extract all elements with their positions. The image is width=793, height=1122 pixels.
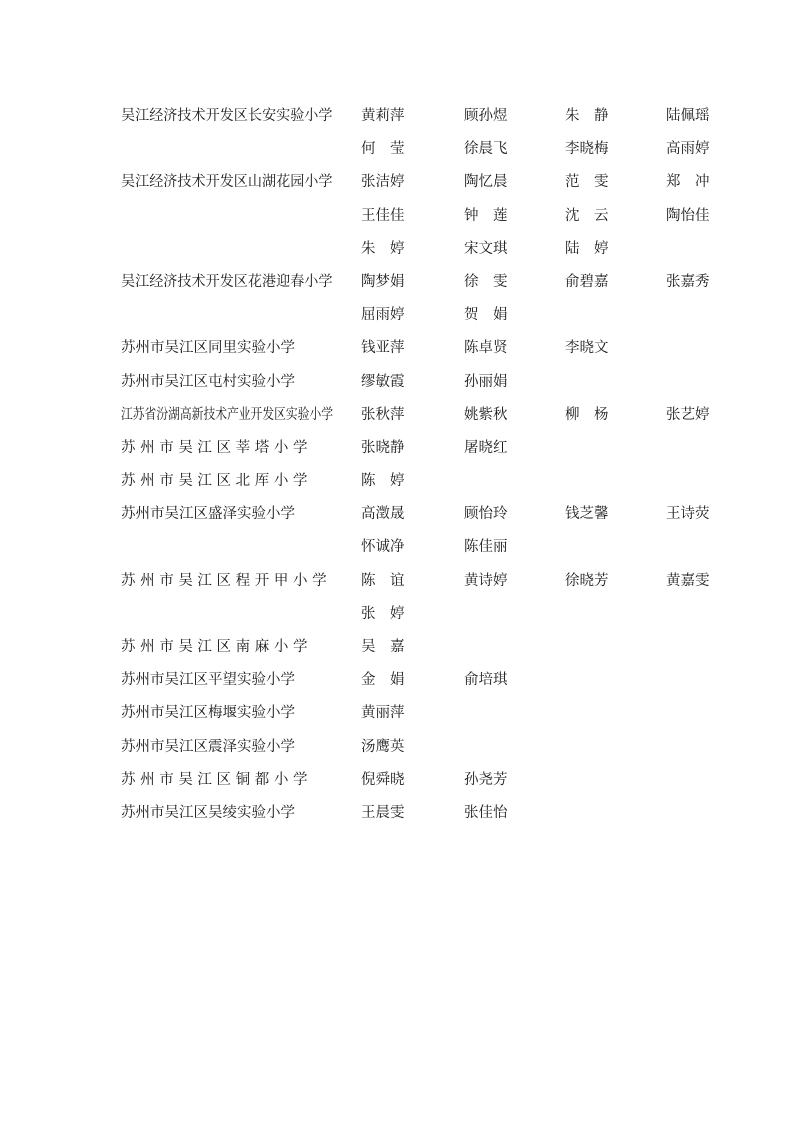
teacher-name: 陈卓贤: [464, 340, 508, 357]
teacher-name: 张晓静: [361, 439, 405, 456]
teacher-name: 高澂晟: [361, 506, 405, 523]
teacher-name: 陶怡佳: [666, 207, 710, 224]
teacher-name: 顾怡玲: [464, 506, 508, 523]
teacher-name: 沈 云: [565, 207, 609, 224]
teacher-name: 怀诚净: [361, 539, 405, 556]
teacher-name: 柳 杨: [565, 406, 609, 423]
list-row: [0, 498, 793, 531]
school-name: 苏州市吴江区平望实验小学: [121, 672, 295, 689]
teacher-name: 孙尧芳: [464, 771, 508, 788]
school-name: 吴江经济技术开发区长安实验小学: [121, 108, 333, 124]
list-row: [0, 366, 793, 399]
teacher-name: 汤鹰英: [361, 738, 405, 755]
teacher-name: 陈 婷: [361, 473, 405, 490]
teacher-name: 张秋萍: [361, 406, 405, 423]
school-name: 苏州市吴江区屯村实验小学: [121, 373, 295, 390]
teacher-name: 吴 嘉: [361, 639, 405, 655]
list-row: [0, 266, 793, 299]
teacher-name: 俞培琪: [464, 672, 508, 689]
school-name: 苏州市吴江区盛泽实验小学: [121, 506, 295, 523]
teacher-name: 黄丽萍: [361, 705, 405, 722]
school-name: 苏州市吴江区吴绫实验小学: [121, 804, 295, 821]
list-row: [0, 598, 793, 631]
list-row: [0, 432, 793, 465]
teacher-name: 徐晨飞: [464, 141, 508, 158]
school-name: 苏州市吴江区梅堰实验小学: [121, 705, 295, 722]
school-name: 苏 州 市 吴 江 区 程 开 甲 小 学: [121, 572, 327, 589]
teacher-name: 张洁婷: [361, 174, 405, 191]
list-row: [0, 233, 793, 266]
list-row: [0, 664, 793, 697]
list-row: [0, 565, 793, 598]
teacher-name: 朱 婷: [361, 240, 405, 257]
list-row: [0, 797, 793, 830]
teacher-name: 徐 雯: [464, 273, 508, 290]
teacher-name: 孙丽娟: [464, 373, 508, 390]
list-row: [0, 465, 793, 498]
teacher-name: 王佳佳: [361, 207, 405, 224]
teacher-name: 张佳怡: [464, 804, 508, 821]
teacher-name: 俞碧嘉: [565, 273, 609, 290]
teacher-name: 陶梦娟: [361, 273, 405, 290]
teacher-name: 倪舜晓: [361, 771, 405, 788]
teacher-name: 朱 静: [565, 108, 609, 124]
school-teacher-list: [0, 100, 793, 830]
teacher-name: 钟 莲: [464, 207, 508, 224]
list-row: [0, 697, 793, 730]
teacher-name: 郑 冲: [666, 174, 710, 191]
teacher-name: 王诗荧: [666, 506, 710, 523]
teacher-name: 钱亚萍: [361, 340, 405, 357]
list-row: [0, 332, 793, 365]
list-row: [0, 133, 793, 166]
list-row: [0, 399, 793, 432]
school-name: 苏 州 市 吴 江 区 北 厍 小 学: [121, 473, 308, 490]
list-row: [0, 299, 793, 332]
list-row: [0, 200, 793, 233]
teacher-name: 屠晓红: [464, 439, 508, 456]
teacher-name: 张 婷: [361, 605, 405, 622]
list-row: [0, 764, 793, 797]
teacher-name: 缪敏霞: [361, 373, 405, 390]
teacher-name: 金 娟: [361, 672, 405, 689]
school-name: 苏州市吴江区同里实验小学: [121, 340, 295, 357]
school-name: 吴江经济技术开发区山湖花园小学: [121, 174, 333, 191]
teacher-name: 李晓梅: [565, 141, 609, 158]
teacher-name: 陆 婷: [565, 240, 609, 257]
teacher-name: 陈佳丽: [464, 539, 508, 556]
list-row: [0, 631, 793, 664]
school-name: 江苏省汾湖高新技术产业开发区实验小学: [121, 406, 333, 423]
teacher-name: 王晨雯: [361, 804, 405, 821]
school-name: 苏州市吴江区震泽实验小学: [121, 738, 295, 755]
teacher-name: 陆佩瑶: [666, 108, 710, 124]
teacher-name: 钱芝馨: [565, 506, 609, 523]
list-row: [0, 100, 793, 133]
list-row: [0, 166, 793, 199]
teacher-name: 张艺婷: [666, 406, 710, 423]
teacher-name: 李晓文: [565, 340, 609, 357]
list-row: [0, 731, 793, 764]
teacher-name: 张嘉秀: [666, 273, 710, 290]
school-name: 苏 州 市 吴 江 区 南 麻 小 学: [121, 639, 308, 655]
teacher-name: 顾孙煜: [464, 108, 508, 124]
teacher-name: 陈 谊: [361, 572, 405, 589]
teacher-name: 徐晓芳: [565, 572, 609, 589]
teacher-name: 宋文琪: [464, 240, 508, 257]
teacher-name: 贺 娟: [464, 307, 508, 324]
teacher-name: 何 莹: [361, 141, 405, 158]
teacher-name: 黄莉萍: [361, 108, 405, 124]
teacher-name: 陶忆晨: [464, 174, 508, 191]
list-row: [0, 531, 793, 564]
school-name: 苏 州 市 吴 江 区 莘 塔 小 学: [121, 439, 308, 456]
teacher-name: 屈雨婷: [361, 307, 405, 324]
school-name: 苏 州 市 吴 江 区 铜 都 小 学: [121, 771, 308, 788]
school-name: 吴江经济技术开发区花港迎春小学: [121, 273, 333, 290]
teacher-name: 范 雯: [565, 174, 609, 191]
teacher-name: 姚紫秋: [464, 406, 508, 423]
teacher-name: 黄嘉雯: [666, 572, 710, 589]
teacher-name: 高雨婷: [666, 141, 710, 158]
teacher-name: 黄诗婷: [464, 572, 508, 589]
